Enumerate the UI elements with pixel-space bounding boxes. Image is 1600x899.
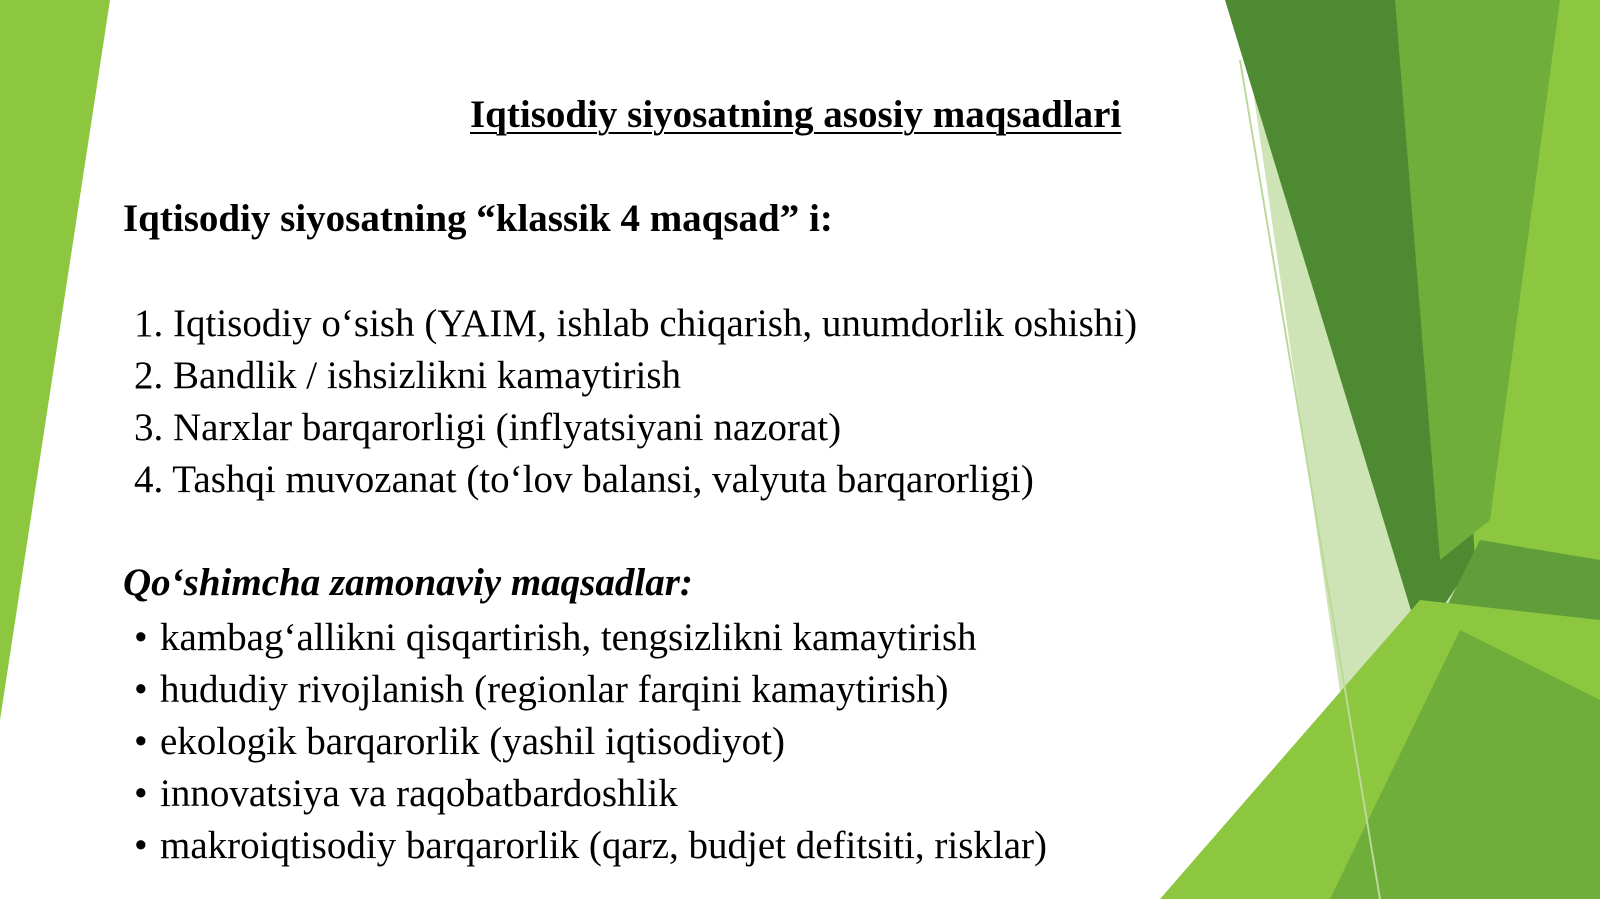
list-item (134, 716, 1047, 768)
list-item (134, 402, 1137, 454)
item-text: Tashqi muvozanat (to‘lov balansi, valyuta barqarorligi) (172, 458, 1034, 501)
bullet-icon: • (134, 616, 148, 659)
bullet-icon: • (134, 720, 148, 763)
list-item (134, 768, 1047, 820)
item-text: hududiy rivojlanish (regionlar farqini kamaytirish) (160, 668, 949, 711)
item-text: Narxlar barqarorligi (inflyatsiyani nazorat) (173, 406, 842, 449)
item-text: Iqtisodiy o‘sish (YAIM, ishlab chiqarish, unumdorlik oshishi) (173, 302, 1138, 345)
list-item (134, 454, 1137, 506)
list-item (134, 820, 1047, 872)
slide-title: Iqtisodiy siyosatning asosiy maqsadlari (470, 93, 1122, 136)
list-item (134, 612, 1047, 664)
item-text: Bandlik / ishsizlikni kamaytirish (173, 354, 682, 397)
list-item (134, 664, 1047, 716)
classic-goals-heading: Iqtisodiy siyosatning “klassik 4 maqsad” i: (123, 197, 833, 240)
modern-goals-list (134, 612, 1047, 872)
list-item (134, 298, 1137, 350)
item-text: ekologik barqarorlik (yashil iqtisodiyot) (160, 720, 785, 763)
modern-goals-heading: Qo‘shimcha zamonaviy maqsadlar: (123, 561, 693, 604)
item-text: makroiqtisodiy barqarorlik (qarz, budjet defitsiti, risklar) (160, 824, 1048, 867)
classic-goals-list (134, 298, 1137, 506)
item-number: 4. (134, 458, 164, 501)
item-number: 3. (134, 406, 164, 449)
bullet-icon: • (134, 772, 148, 815)
item-text: innovatsiya va raqobatbardoshlik (160, 772, 678, 815)
bullet-icon: • (134, 668, 148, 711)
item-text: kambag‘allikni qisqartirish, tengsizlikni kamaytirish (160, 616, 977, 659)
list-item (134, 350, 1137, 402)
item-number: 1. (134, 302, 164, 345)
left-green-wedge (0, 0, 110, 720)
bullet-icon: • (134, 824, 148, 867)
item-number: 2. (134, 354, 164, 397)
